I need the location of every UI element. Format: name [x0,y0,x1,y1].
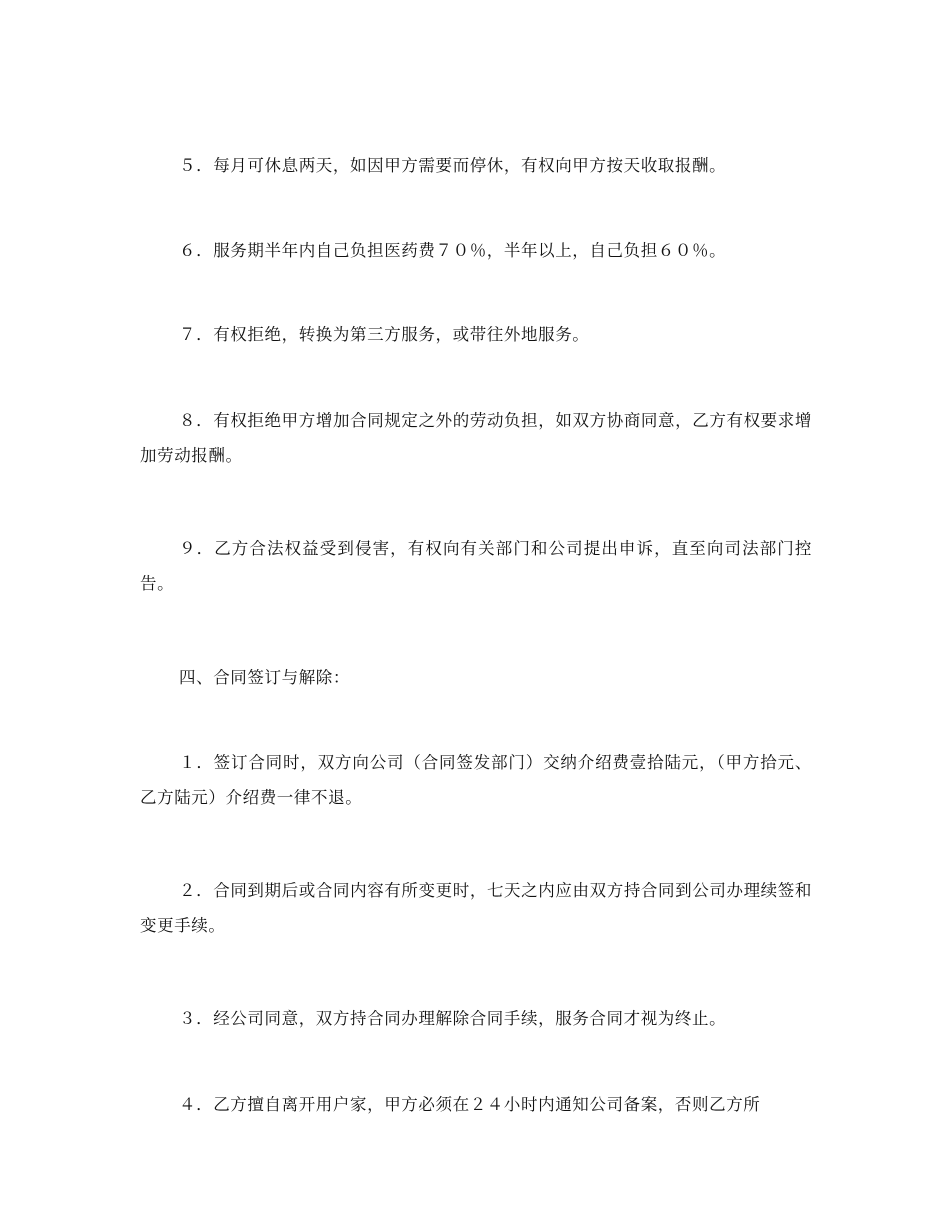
clause-paragraph: ３．经公司同意，双方持合同办理解除合同手续，服务合同才视为终止。 [179,1009,727,1028]
clause-paragraph: ２．合同到期后或合同内容有所变更时，七天之内应由双方持合同到公司办理续签和变更手续。 [140,881,812,935]
clause-paragraph: ４．乙方擅自离开用户家，甲方必须在２４小时内通知公司备案，否则乙方所 [179,1095,761,1114]
clause-paragraph: ５．每月可休息两天，如因甲方需要而停休，有权向甲方按天收取报酬。 [179,156,727,175]
clause-paragraph: ７．有权拒绝，转换为第三方服务，或带往外地服务。 [179,325,590,344]
clause-paragraph: ９．乙方合法权益受到侵害，有权向有关部门和公司提出申诉，直至向司法部门控告。 [140,539,812,593]
clause-paragraph: ６．服务期半年内自己负担医药费７０％，半年以上，自己负担６０％。 [179,241,727,260]
section-heading: 四、合同签订与解除： [179,668,350,687]
clause-paragraph: ８．有权拒绝甲方增加合同规定之外的劳动负担，如双方协商同意，乙方有权要求增加劳动报酬。 [140,411,812,465]
clause-paragraph: １．签订合同时，双方向公司（合同签发部门）交纳介绍费壹拾陆元，（甲方拾元、乙方陆元）介绍费一律不退。 [140,753,812,807]
